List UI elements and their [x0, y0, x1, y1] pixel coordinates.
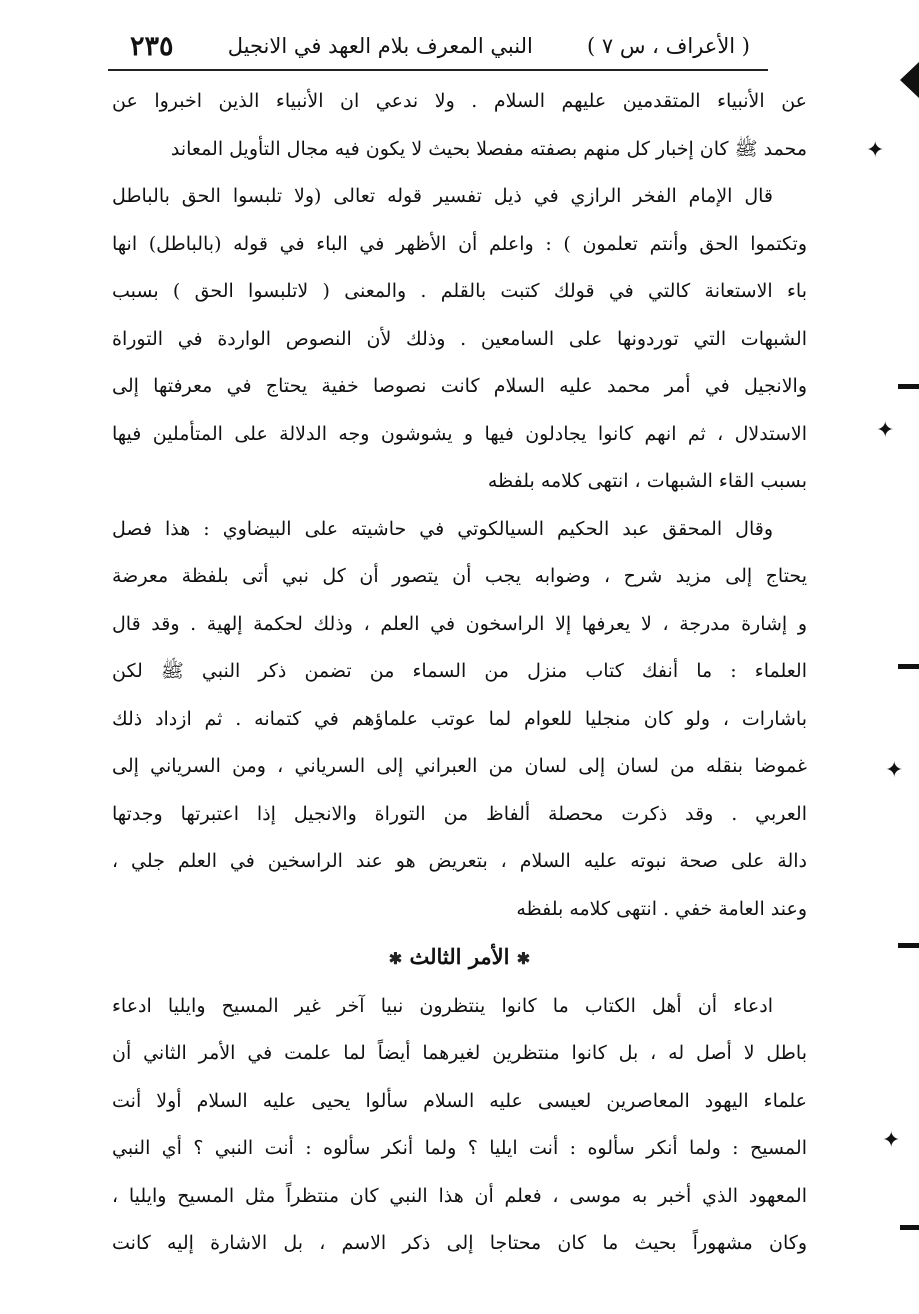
- section-heading-text: الأمر الثالث: [409, 944, 510, 969]
- text-line: قال الإمام الفخر الرازي في ذيل تفسير قوله تعالى (ولا تلبسوا الحق بالباطل: [112, 185, 773, 207]
- text-line: الشبهات التي توردونها على السامعين . وذلك لأن النصوص الواردة في التوراة: [112, 327, 807, 350]
- margin-star-icon: ✦: [866, 138, 885, 163]
- page-number: ٢٣٥: [130, 30, 174, 62]
- text-line: وتكتموا الحق وأنتم تعلمون ) : واعلم أن الأظهر في الباء في قوله (بالباطل) انها: [112, 232, 807, 255]
- running-title: النبي المعرف بلام العهد في الانجيل: [227, 34, 533, 58]
- text-line: عن الأنبياء المتقدمين عليهم السلام . ولا ندعي ان الأنبياء الذين اخبروا عن: [112, 90, 807, 112]
- margin-mark: [898, 384, 919, 389]
- text-line: باشارات ، ولو كان منجليا للعوام لما عوتب علماؤهم في كتمانه . ثم ازداد ذلك: [112, 707, 807, 730]
- page-body: [112, 78, 807, 1268]
- header-rule: [108, 69, 768, 71]
- page-header: [130, 22, 750, 70]
- text-line: باء الاستعانة كالتي في قولك كتبت بالقلم . والمعنى ( لاتلبسوا الحق ) بسبب: [112, 280, 807, 302]
- margin-star-icon: ✦: [885, 758, 904, 783]
- margin-star-icon: ✦: [882, 1128, 901, 1153]
- text-line: محمد ﷺ كان إخبار كل منهم بصفته مفصلا بحيث لا يكون فيه مجال التأويل المعاند: [170, 137, 807, 160]
- margin-star-icon: ✦: [876, 418, 895, 443]
- margin-mark: [898, 664, 919, 669]
- text-line: الاستدلال ، ثم انهم كانوا يجادلون فيها و يشوشون وجه الدلالة على المتأملين فيها: [112, 422, 807, 445]
- text-line: المسيح : ولما أنكر سألوه : أنت ايليا ؟ ولما أنكر سألوه : أنت النبي ؟ أي النبي: [112, 1137, 807, 1159]
- text-line: يحتاج إلى مزيد شرح ، وضوابه يجب أن يتصور أن كل نبي أتى بلفظة معرضة: [112, 565, 807, 587]
- text-line: غموضا بنقله من لسان إلى لسان من العبراني إلى السرياني ، ومن السرياني إلى: [112, 755, 807, 777]
- section-heading: [112, 933, 807, 983]
- text-line: بسبب القاء الشبهات ، انتهى كلامه بلفظه: [487, 470, 807, 492]
- text-line: وعند العامة خفي . انتهى كلامه بلفظه: [516, 897, 807, 920]
- ornament-icon: ✱: [516, 949, 531, 968]
- margin-mark: [898, 943, 919, 948]
- text-line: ادعاء أن أهل الكتاب ما كانوا ينتظرون نبيا آخر غير المسيح وايليا ادعاء: [112, 994, 773, 1017]
- chapter-reference: ( الأعراف ، س ٧ ): [587, 34, 750, 58]
- ornament-icon: ✱: [388, 949, 403, 968]
- text-line: وقال المحقق عبد الحكيم السيالكوتي في حاشيته على البيضاوي : هذا فصل: [112, 517, 773, 540]
- text-line: العلماء : ما أنفك كتاب منزل من السماء من تضمن ذكر النبي ﷺ لكن: [112, 660, 807, 682]
- text-line: باطل لا أصل له ، بل كانوا منتظرين لغيرهما أيضاً لما علمت في الأمر الثاني أن: [112, 1042, 807, 1064]
- text-line: العربي . وقد ذكرت محصلة ألفاظ من التوراة والانجيل إذا اعتبرتها وجدتها: [112, 802, 807, 825]
- text-line: المعهود الذي أخبر به موسى ، فعلم أن هذا النبي كان منتظراً مثل المسيح وايليا ،: [112, 1184, 807, 1207]
- margin-mark: [900, 1225, 919, 1230]
- text-line: والانجيل في أمر محمد عليه السلام كانت نصوصا خفية يحتاج في معرفتها إلى: [112, 375, 807, 397]
- margin-mark: [900, 62, 919, 98]
- text-line: دالة على صحة نبوته عليه السلام ، بتعريض هو عند الراسخين في العلم جلي ،: [112, 850, 807, 872]
- text-line: وكان مشهوراً بحيث ما كان محتاجا إلى ذكر الاسم ، بل الاشارة إليه كانت: [112, 1232, 807, 1254]
- text-line: و إشارة مدرجة ، لا يعرفها إلا الراسخون في العلم ، وذلك لحكمة إلهية . وقد قال: [112, 612, 807, 635]
- text-line: علماء اليهود المعاصرين لعيسى عليه السلام سألوا يحيى عليه السلام أولا أنت: [112, 1089, 807, 1112]
